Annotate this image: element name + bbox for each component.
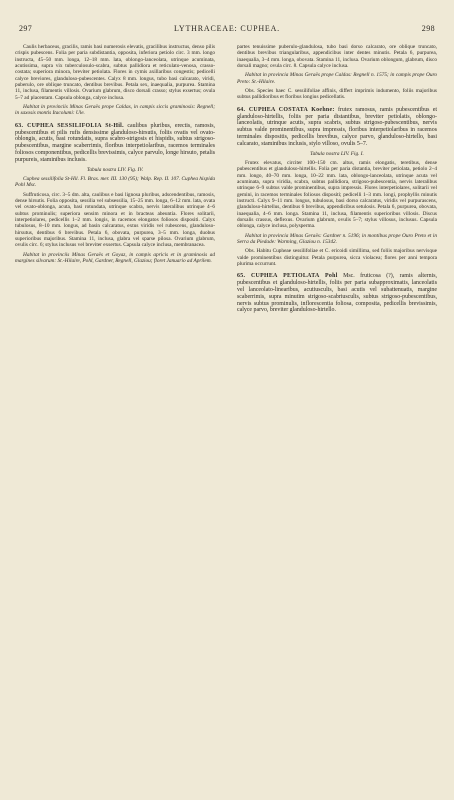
page-number-right: 298 [421,24,435,33]
description-continuation: partes tenuissime puberulo-glandulosa, tubo basi dorso calcarato, ore oblique truncato, dentibus brevibus triangularibus, appendicibus inter dentes minutis. Petala 6, purpurea, inaequalia, 3–4 mm. longa, obovata. Stamina 11, inclusa. Ovarium oblongum, glabrum, disco dorsali magno; ovula circ. 8. Capsula calyce inclusa. [237,44,437,70]
left-column [15,44,215,786]
description-paragraph: Caulis herbaceus, gracilis, ramis basi numerosis elevatis, gracilibus instructus, denso pilis crispis pubescens. Folia per paria subdistantia, opposita, inferiora petiolo circ. 3 mm. longo instructa, 45–50 mm. longa, 12–18 mm. lata, oblongo-lanceolata, utrinque acuminata, acutissima, supra vix tuberculosulo-scabra, subtus pallidiora et reticulato-venosa, crasso-costata; superiora minora, breviter petiolata. Flores in cymis axillaribus congestis; pedicelli calyce breviores, glanduloso-pubescentes. Calyx 8 mm. longus, tubo basi calcarato, viridi, puberulo, ore oblique truncato, dentibus brevibus. Petala sex, inaequalia, purpurea. Stamina 11, inclusa, filamentis villosis. Ovarium glabrum, disco dorsali crasso; stylus exsertus; ovula 5–7 ad placentam. Capsula oblonga, calyce inclusa. [15,44,215,101]
habitat-paragraph: Habitat in provinciis Minas Geraës prope Caldas, in campis siccis graminosis: Regnell; in saxosis montis Itacolumi: Ule. [15,104,215,117]
plate-reference: Tabula nostra LIV. Fig. IV. [86,166,144,173]
species-heading-65: 65. CUPHEA PETIOLATA Pohl [237,273,338,280]
description-paragraph: Suffruticosa, circ. 3–5 dm. alta, caulibus e basi lignosa pluribus, adscendentibus, ramosis, dense hirsutis. Folia opposita, sessilia vel subsessilia, 15–25 mm. longa, 6–12 mm. lata, ovata vel ovato-oblonga, acuta, basi rotundata, utrinque scabra, nervis lateralibus utrinque 4–6 subtus prominulis; superiora sensim minora et in bracteas abeuntia. Flores solitarii, interpetiolares, pedicellis 1–2 mm. longis, in racemos elongatos foliosos dispositi. Calyx tubulosus, 8–10 mm. longus, ad basin calcaratus, extus viridis vel rubescens, glanduloso-hirsutus, dentibus 6 brevibus. Petala 6, obovata, purpurea, 3–5 mm. longa, duobus superioribus majoribus. Stamina 11, inclusa, glabra vel sparse pilosa. Ovarium glabrum, ovulis circ. 6; stylus inclusus vel breviter exsertus. Capsula calyce inclusa, membranacea. [15,191,215,249]
observation-paragraph: Obs. Species haec C. sessilifoliae affinis, differt imprimis indumento, foliis majoribus subtus pallidioribus et floribus longius pedicellatis. [237,88,437,101]
right-column [237,44,437,786]
running-title: LYTHRACEAE: CUPHEA. [174,24,280,33]
species-diagnosis-text-64: frutex ramosus, ramis pubescentibus et glanduloso-hirtellis, foliis per paria distantibus, breviter petiolatis, oblongo-lanceolatis, utrinque acutis, supra scabris, subtus strigoso-pubescentibus, nervis subtus valde prominentibus, supra impressis, floribus interpetiolaribus in racemos terminales dispositis, pedicellis brevibus, calyce parvo, glanduloso-hirtello, basi calcarato, staminibus inclusis, stylo villoso, ovulis 5–7. [237,106,437,147]
description-paragraph: Frutex elevatus, circiter 100–150 cm. altus, ramis elongatis, teretibus, dense pubescentibus et glanduloso-hirtellis. Folia per paria distantia, breviter petiolata, petiolo 2–4 mm. longo, 40–70 mm. longa, 10–22 mm. lata, oblongo-lanceolata, utrinque acuta vel acuminata, supra viridia, scabra, subtus pallidiora, strigoso-pubescentia, nervis lateralibus utrinque 6–9 subtus valde prominentibus, supra impressis. Flores interpetiolares, solitarii vel gemini, in racemos terminales foliosos dispositi; pedicelli 1–3 mm. longi, prophyllis minutis instructi. Calyx 9–11 mm. longus, tubulosus, basi dorso calcaratus, viridis vel purpurascens, glanduloso-hirtellus, dentibus 6 brevibus, appendicibus setulosis. Petala 6, purpurea, obovata, inaequalia, 4–6 mm. longa. Stamina 11, inclusa, filamentis superioribus villosis. Discus dorsalis crassus, deflexus. Ovarium glabrum, ovulis 5–7; stylus villosus, inclusus. Capsula oblonga, calyce inclusa, polysperma. [237,159,437,230]
species-diagnosis-63 [15,123,215,164]
habitat-paragraph: Habitat in provinciis Minas Geraës et Goyaz, in campis apricis et in graminosis ad margines silvarum: St.-Hilaire, Pohl, Gardner, Regnell, Glaziou; floret Januario ad Aprilem. [15,251,215,265]
observation-paragraph: Obs. Habitu Cupheae sessilifoliae et C. ericoidi simillima, sed foliis majoribus nervisque valde prominentibus distinguitur. Petala purpurea, sicca violacea; flores per anni tempora plurima occurrunt. [237,248,437,268]
species-diagnosis-text-63: caulibus pluribus, erectis, ramosis, pubescentibus et pilis rufis densissime glanduloso-hirsutis, foliis ovatis vel ovato-oblongis, acutis, basi rotundatis, supra scabro-strigosis et hispidis, subtus strigoso-pubescentibus, margine scaberrimis, floribus interpetiolaribus, racemos terminales foliosos componentibus, pedicellis brevissimis, calyce parvulo, longe hirsuto, petalis purpureis, staminibus inclusis. [15,122,215,163]
species-heading-64: 64. CUPHEA COSTATA Koehne: [237,106,335,113]
species-diagnosis-64 [237,107,437,148]
species-diagnosis-text-65: Msc. fruticosa (?), ramis alternis, pubescentibus et glanduloso-hirtellis, foliis per paria subapproximatis, lanceolatis vel lanceolato-linearibus, acutiusculis, basi acutis vel subattenuatis, margine scaberrimis, supra minutim strigoso-scabriusculis, subtus strigoso-pubescentibus, nervis subtus prominulis, inflorescentia foliosa, composita, pedicellis brevissimis, calyce parvo, breviter glanduloso-hirtello. [237,273,437,314]
page-header [15,24,439,36]
page-number-left: 297 [19,24,33,33]
habitat-paragraph: Habitat in provincia Minas Geraës: Gardner n. 5196; in montibus prope Ouro Preto et in Serra da Piedade: Warming, Glaziou n. 15342. [237,232,437,245]
species-diagnosis-65 [237,273,437,314]
plate-reference: Tabula nostra LIV. Fig. I. [310,150,364,157]
species-heading-63: 63. CUPHEA SESSILIFOLIA St-Hil. [15,122,124,129]
synonymy-paragraph: Cuphea sessilifolia St-Hil. Fl. Bras. mer. III. 130 (95); Walp. Rep. II. 107. Cuphea hispida Pohl Msc. [15,175,215,189]
habitat-paragraph: Habitat in provincia Minas Geraës prope Caldas: Regnell n. 1575; in campis prope Ouro Preto: St.-Hilaire. [237,72,437,85]
